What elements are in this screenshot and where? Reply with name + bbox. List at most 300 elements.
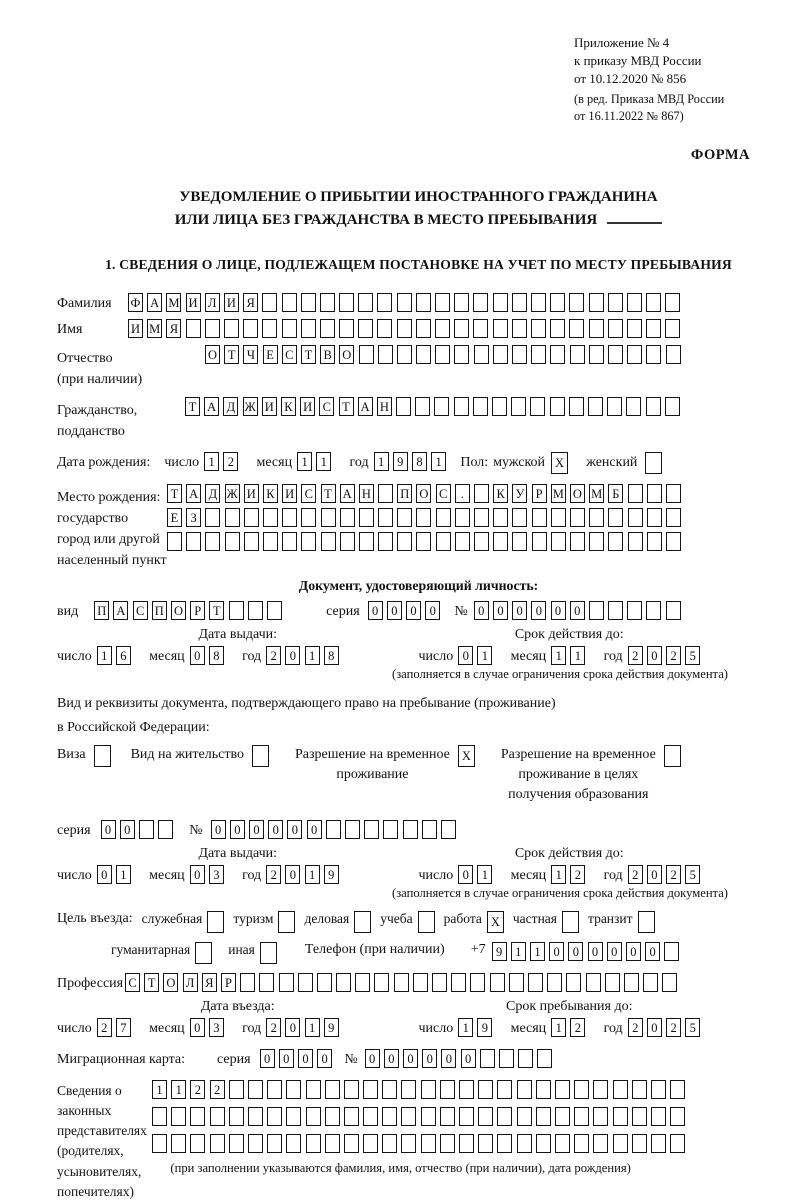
fill-cell[interactable] <box>363 1134 378 1153</box>
fill-cell[interactable]: 0 <box>260 1049 275 1068</box>
fill-cell[interactable] <box>432 973 447 992</box>
fill-cell[interactable] <box>364 820 379 839</box>
fill-cell[interactable] <box>286 1107 301 1126</box>
fill-cell[interactable] <box>267 1080 282 1099</box>
sex-male-checkbox[interactable] <box>551 452 572 474</box>
fill-cell[interactable]: 9 <box>492 942 507 961</box>
fill-cell[interactable]: 0 <box>279 1049 294 1068</box>
fill-cell[interactable] <box>608 532 623 551</box>
fill-cell[interactable] <box>627 345 642 364</box>
fill-cell[interactable] <box>517 1107 532 1126</box>
fill-cell[interactable] <box>492 397 507 416</box>
fill-cell[interactable]: Д <box>223 397 238 416</box>
fill-cell[interactable]: Л <box>205 293 220 312</box>
fill-cell[interactable] <box>378 532 393 551</box>
fill-cell[interactable] <box>550 319 565 338</box>
fill-cell[interactable] <box>413 973 428 992</box>
checkbox-cell[interactable]: X <box>551 452 568 474</box>
citizenship-cells[interactable] <box>185 397 684 416</box>
fill-cell[interactable] <box>286 1080 301 1099</box>
fill-cell[interactable] <box>474 532 489 551</box>
fill-cell[interactable] <box>401 1107 416 1126</box>
checkbox-cell[interactable] <box>94 745 111 767</box>
profession-cells[interactable] <box>125 973 681 992</box>
fill-cell[interactable] <box>454 293 469 312</box>
fill-cell[interactable]: И <box>282 484 297 503</box>
purpose-official-checkbox[interactable] <box>202 911 224 933</box>
fill-cell[interactable]: 0 <box>551 601 566 620</box>
fill-cell[interactable]: 0 <box>626 942 641 961</box>
fill-cell[interactable] <box>670 1080 685 1099</box>
fill-cell[interactable] <box>394 973 409 992</box>
fill-cell[interactable] <box>664 942 679 961</box>
month-cell[interactable]: 1 <box>551 1018 566 1037</box>
fill-cell[interactable]: Я <box>166 319 181 338</box>
year-cell[interactable]: 1 <box>305 646 320 665</box>
fill-cell[interactable] <box>647 508 662 527</box>
fill-cell[interactable] <box>666 345 681 364</box>
year-cell[interactable]: 8 <box>324 646 339 665</box>
fill-cell[interactable] <box>628 484 643 503</box>
checkbox-cell[interactable] <box>354 911 371 933</box>
fill-cell[interactable]: 0 <box>211 820 226 839</box>
purpose-work-checkbox[interactable] <box>482 911 504 933</box>
month-cell[interactable]: 1 <box>297 452 312 471</box>
fill-cell[interactable] <box>480 1049 495 1068</box>
fill-cell[interactable] <box>422 820 437 839</box>
day-cell[interactable]: 6 <box>116 646 131 665</box>
fill-cell[interactable] <box>589 319 604 338</box>
fill-cell[interactable]: З <box>186 508 201 527</box>
fill-cell[interactable] <box>259 973 274 992</box>
fill-cell[interactable]: 0 <box>368 601 383 620</box>
day-cell[interactable]: 0 <box>458 865 473 884</box>
fill-cell[interactable] <box>401 1134 416 1153</box>
fill-cell[interactable] <box>570 532 585 551</box>
fill-cell[interactable]: Р <box>532 484 547 503</box>
fill-cell[interactable] <box>152 1107 167 1126</box>
fill-cell[interactable] <box>152 1134 167 1153</box>
fill-cell[interactable] <box>627 319 642 338</box>
fill-cell[interactable] <box>263 532 278 551</box>
representatives-cells-row2[interactable] <box>152 1107 689 1126</box>
fill-cell[interactable] <box>478 1134 493 1153</box>
fill-cell[interactable] <box>321 532 336 551</box>
month-cell[interactable]: 1 <box>316 452 331 471</box>
fill-cell[interactable] <box>339 319 354 338</box>
fill-cell[interactable] <box>454 319 469 338</box>
fill-cell[interactable] <box>550 345 565 364</box>
fill-cell[interactable]: С <box>436 484 451 503</box>
fill-cell[interactable]: 0 <box>549 942 564 961</box>
fill-cell[interactable] <box>536 1134 551 1153</box>
fill-cell[interactable]: И <box>244 484 259 503</box>
fill-cell[interactable]: 0 <box>249 820 264 839</box>
fill-cell[interactable] <box>570 508 585 527</box>
fill-cell[interactable]: Т <box>185 397 200 416</box>
fill-cell[interactable] <box>666 508 681 527</box>
fill-cell[interactable] <box>345 820 360 839</box>
residence-series-cells[interactable] <box>101 820 178 839</box>
year-cell[interactable]: 2 <box>666 1018 681 1037</box>
fill-cell[interactable] <box>416 293 431 312</box>
fill-cell[interactable] <box>205 532 220 551</box>
year-cell[interactable]: 5 <box>685 865 700 884</box>
year-cell[interactable]: 1 <box>305 1018 320 1037</box>
fill-cell[interactable]: И <box>300 397 315 416</box>
fill-cell[interactable] <box>282 319 297 338</box>
doc-number-cells[interactable] <box>474 601 685 620</box>
fill-cell[interactable]: И <box>128 319 143 338</box>
fill-cell[interactable] <box>396 397 411 416</box>
year-cell[interactable]: 9 <box>324 1018 339 1037</box>
fill-cell[interactable] <box>646 345 661 364</box>
fill-cell[interactable] <box>647 484 662 503</box>
fill-cell[interactable] <box>340 508 355 527</box>
day-cell[interactable]: 1 <box>116 865 131 884</box>
fill-cell[interactable] <box>421 1080 436 1099</box>
temp-permit-checkbox[interactable] <box>450 745 475 767</box>
fill-cell[interactable] <box>608 293 623 312</box>
fill-cell[interactable] <box>454 345 469 364</box>
month-cell[interactable]: 1 <box>570 646 585 665</box>
surname-cells[interactable] <box>128 293 684 312</box>
residence-number-cells[interactable] <box>211 820 460 839</box>
fill-cell[interactable] <box>608 345 623 364</box>
fill-cell[interactable] <box>643 973 658 992</box>
fill-cell[interactable]: 0 <box>403 1049 418 1068</box>
fill-cell[interactable] <box>459 1107 474 1126</box>
fill-cell[interactable]: С <box>125 973 140 992</box>
year-cell[interactable]: 0 <box>285 865 300 884</box>
fill-cell[interactable] <box>493 508 508 527</box>
fill-cell[interactable] <box>325 1107 340 1126</box>
fill-cell[interactable] <box>378 508 393 527</box>
fill-cell[interactable] <box>651 1080 666 1099</box>
fill-cell[interactable] <box>248 601 263 620</box>
fill-cell[interactable] <box>397 532 412 551</box>
fill-cell[interactable]: А <box>186 484 201 503</box>
fill-cell[interactable] <box>224 319 239 338</box>
fill-cell[interactable] <box>286 1134 301 1153</box>
month-cell[interactable]: 2 <box>570 865 585 884</box>
fill-cell[interactable]: 0 <box>101 820 116 839</box>
fill-cell[interactable] <box>325 1080 340 1099</box>
fill-cell[interactable] <box>632 1080 647 1099</box>
fill-cell[interactable] <box>530 397 545 416</box>
migration-number-cells[interactable] <box>365 1049 557 1068</box>
fill-cell[interactable] <box>459 1134 474 1153</box>
fill-cell[interactable] <box>646 319 661 338</box>
fill-cell[interactable] <box>229 1080 244 1099</box>
fill-cell[interactable] <box>355 973 370 992</box>
fill-cell[interactable]: К <box>281 397 296 416</box>
fill-cell[interactable] <box>512 508 527 527</box>
month-cell[interactable]: 2 <box>570 1018 585 1037</box>
fill-cell[interactable]: О <box>205 345 220 364</box>
year-cell[interactable]: 0 <box>285 646 300 665</box>
fill-cell[interactable] <box>282 532 297 551</box>
fill-cell[interactable] <box>662 973 677 992</box>
fill-cell[interactable]: И <box>224 293 239 312</box>
fill-cell[interactable] <box>229 601 244 620</box>
checkbox-cell[interactable] <box>252 745 269 767</box>
fill-cell[interactable] <box>320 319 335 338</box>
fill-cell[interactable] <box>344 1134 359 1153</box>
fill-cell[interactable] <box>670 1134 685 1153</box>
year-cell[interactable]: 9 <box>393 452 408 471</box>
fill-cell[interactable] <box>421 1134 436 1153</box>
fill-cell[interactable] <box>497 1080 512 1099</box>
checkbox-cell[interactable] <box>278 911 295 933</box>
fill-cell[interactable] <box>263 508 278 527</box>
fill-cell[interactable] <box>248 1107 263 1126</box>
representatives-cells-row3[interactable] <box>152 1134 689 1153</box>
fill-cell[interactable] <box>436 532 451 551</box>
given-name-cells[interactable] <box>128 319 684 338</box>
fill-cell[interactable] <box>436 508 451 527</box>
fill-cell[interactable]: С <box>133 601 148 620</box>
fill-cell[interactable] <box>608 601 623 620</box>
fill-cell[interactable]: 0 <box>307 820 322 839</box>
fill-cell[interactable] <box>588 397 603 416</box>
day-cell[interactable]: 7 <box>116 1018 131 1037</box>
fill-cell[interactable] <box>555 1080 570 1099</box>
fill-cell[interactable] <box>397 319 412 338</box>
fill-cell[interactable] <box>651 1134 666 1153</box>
fill-cell[interactable]: Т <box>301 345 316 364</box>
fill-cell[interactable]: 0 <box>493 601 508 620</box>
fill-cell[interactable] <box>344 1107 359 1126</box>
fill-cell[interactable]: 0 <box>384 1049 399 1068</box>
fill-cell[interactable] <box>363 1080 378 1099</box>
purpose-private-checkbox[interactable] <box>557 911 579 933</box>
fill-cell[interactable] <box>382 1107 397 1126</box>
fill-cell[interactable] <box>440 1080 455 1099</box>
checkbox-cell[interactable]: X <box>458 745 475 767</box>
fill-cell[interactable]: Т <box>321 484 336 503</box>
fill-cell[interactable] <box>473 293 488 312</box>
year-cell[interactable]: 8 <box>412 452 427 471</box>
fill-cell[interactable] <box>613 1134 628 1153</box>
year-cell[interactable]: 0 <box>285 1018 300 1037</box>
fill-cell[interactable] <box>474 508 489 527</box>
fill-cell[interactable] <box>421 1107 436 1126</box>
fill-cell[interactable] <box>666 484 681 503</box>
fill-cell[interactable] <box>243 319 258 338</box>
fill-cell[interactable]: У <box>512 484 527 503</box>
fill-cell[interactable] <box>474 345 489 364</box>
month-cell[interactable]: 3 <box>209 1018 224 1037</box>
fill-cell[interactable] <box>589 532 604 551</box>
fill-cell[interactable]: М <box>166 293 181 312</box>
fill-cell[interactable] <box>589 345 604 364</box>
fill-cell[interactable] <box>569 397 584 416</box>
fill-cell[interactable] <box>344 1080 359 1099</box>
fill-cell[interactable]: С <box>319 397 334 416</box>
fill-cell[interactable]: 0 <box>425 601 440 620</box>
migration-series-cells[interactable] <box>260 1049 337 1068</box>
fill-cell[interactable] <box>497 1134 512 1153</box>
fill-cell[interactable] <box>397 508 412 527</box>
fill-cell[interactable]: А <box>204 397 219 416</box>
fill-cell[interactable]: 0 <box>588 942 603 961</box>
purpose-business-checkbox[interactable] <box>349 911 371 933</box>
fill-cell[interactable]: 1 <box>152 1080 167 1099</box>
fill-cell[interactable] <box>358 293 373 312</box>
patronymic-cells[interactable] <box>205 345 685 364</box>
fill-cell[interactable] <box>528 973 543 992</box>
fill-cell[interactable]: . <box>455 484 470 503</box>
fill-cell[interactable] <box>186 532 201 551</box>
fill-cell[interactable] <box>267 1107 282 1126</box>
fill-cell[interactable] <box>646 601 661 620</box>
checkbox-cell[interactable] <box>260 942 277 964</box>
fill-cell[interactable] <box>532 508 547 527</box>
checkbox-cell[interactable] <box>418 911 435 933</box>
year-cell[interactable]: 2 <box>666 865 681 884</box>
fill-cell[interactable] <box>509 973 524 992</box>
fill-cell[interactable]: Б <box>608 484 623 503</box>
fill-cell[interactable] <box>517 1134 532 1153</box>
fill-cell[interactable] <box>383 820 398 839</box>
fill-cell[interactable] <box>537 1049 552 1068</box>
fill-cell[interactable] <box>569 293 584 312</box>
month-cell[interactable]: 1 <box>551 865 566 884</box>
fill-cell[interactable]: О <box>171 601 186 620</box>
fill-cell[interactable] <box>205 319 220 338</box>
fill-cell[interactable] <box>320 293 335 312</box>
fill-cell[interactable] <box>139 820 154 839</box>
fill-cell[interactable] <box>666 532 681 551</box>
year-cell[interactable]: 2 <box>266 1018 281 1037</box>
fill-cell[interactable] <box>377 319 392 338</box>
fill-cell[interactable] <box>339 293 354 312</box>
fill-cell[interactable] <box>493 293 508 312</box>
fill-cell[interactable] <box>531 345 546 364</box>
year-cell[interactable]: 5 <box>685 646 700 665</box>
fill-cell[interactable] <box>455 532 470 551</box>
fill-cell[interactable]: 0 <box>387 601 402 620</box>
fill-cell[interactable]: 1 <box>171 1080 186 1099</box>
fill-cell[interactable]: Я <box>243 293 258 312</box>
fill-cell[interactable] <box>377 293 392 312</box>
fill-cell[interactable] <box>298 973 313 992</box>
fill-cell[interactable]: Д <box>205 484 220 503</box>
fill-cell[interactable] <box>205 508 220 527</box>
fill-cell[interactable]: 0 <box>120 820 135 839</box>
fill-cell[interactable] <box>359 532 374 551</box>
fill-cell[interactable]: К <box>493 484 508 503</box>
fill-cell[interactable] <box>517 1080 532 1099</box>
year-cell[interactable]: 2 <box>628 646 643 665</box>
year-cell[interactable]: 5 <box>685 1018 700 1037</box>
fill-cell[interactable] <box>646 293 661 312</box>
fill-cell[interactable] <box>454 397 469 416</box>
fill-cell[interactable]: 0 <box>406 601 421 620</box>
fill-cell[interactable] <box>248 1134 263 1153</box>
fill-cell[interactable] <box>382 1134 397 1153</box>
checkbox-cell[interactable] <box>664 745 681 767</box>
fill-cell[interactable]: В <box>320 345 335 364</box>
fill-cell[interactable]: 0 <box>512 601 527 620</box>
fill-cell[interactable] <box>532 532 547 551</box>
fill-cell[interactable]: Н <box>359 484 374 503</box>
fill-cell[interactable] <box>359 508 374 527</box>
fill-cell[interactable] <box>632 1134 647 1153</box>
fill-cell[interactable] <box>555 1107 570 1126</box>
fill-cell[interactable] <box>531 319 546 338</box>
fill-cell[interactable] <box>569 319 584 338</box>
fill-cell[interactable]: А <box>358 397 373 416</box>
fill-cell[interactable]: 0 <box>317 1049 332 1068</box>
fill-cell[interactable] <box>306 1134 321 1153</box>
purpose-humanitarian-checkbox[interactable] <box>190 942 212 964</box>
fill-cell[interactable] <box>325 1134 340 1153</box>
day-cell[interactable]: 1 <box>97 646 112 665</box>
fill-cell[interactable]: Е <box>167 508 182 527</box>
fill-cell[interactable]: О <box>163 973 178 992</box>
fill-cell[interactable]: Р <box>190 601 205 620</box>
fill-cell[interactable]: Е <box>263 345 278 364</box>
fill-cell[interactable] <box>415 397 430 416</box>
month-cell[interactable]: 3 <box>209 865 224 884</box>
checkbox-cell[interactable] <box>195 942 212 964</box>
fill-cell[interactable] <box>262 293 277 312</box>
fill-cell[interactable] <box>550 293 565 312</box>
fill-cell[interactable] <box>358 319 373 338</box>
fill-cell[interactable] <box>225 508 240 527</box>
month-cell[interactable]: 0 <box>190 646 205 665</box>
fill-cell[interactable] <box>382 1080 397 1099</box>
fill-cell[interactable]: Я <box>202 973 217 992</box>
fill-cell[interactable] <box>512 319 527 338</box>
fill-cell[interactable] <box>626 397 641 416</box>
fill-cell[interactable] <box>473 397 488 416</box>
purpose-study-checkbox[interactable] <box>413 911 435 933</box>
fill-cell[interactable]: 0 <box>474 601 489 620</box>
year-cell[interactable]: 2 <box>628 865 643 884</box>
fill-cell[interactable]: П <box>152 601 167 620</box>
fill-cell[interactable] <box>665 293 680 312</box>
fill-cell[interactable] <box>497 1107 512 1126</box>
fill-cell[interactable] <box>244 532 259 551</box>
representatives-cells-row1[interactable] <box>152 1080 689 1099</box>
year-cell[interactable]: 0 <box>647 865 662 884</box>
birth-place-cells-row1[interactable] <box>167 484 685 503</box>
fill-cell[interactable]: Т <box>339 397 354 416</box>
fill-cell[interactable]: О <box>339 345 354 364</box>
fill-cell[interactable] <box>397 345 412 364</box>
fill-cell[interactable] <box>670 1107 685 1126</box>
fill-cell[interactable]: Т <box>144 973 159 992</box>
fill-cell[interactable] <box>282 293 297 312</box>
month-cell[interactable]: 0 <box>190 865 205 884</box>
fill-cell[interactable] <box>589 508 604 527</box>
fill-cell[interactable] <box>403 820 418 839</box>
purpose-tourism-checkbox[interactable] <box>273 911 295 933</box>
fill-cell[interactable]: 0 <box>531 601 546 620</box>
fill-cell[interactable] <box>416 345 431 364</box>
fill-cell[interactable] <box>627 293 642 312</box>
fill-cell[interactable] <box>374 973 389 992</box>
fill-cell[interactable]: К <box>263 484 278 503</box>
fill-cell[interactable] <box>605 973 620 992</box>
day-cell[interactable]: 1 <box>477 646 492 665</box>
year-cell[interactable]: 0 <box>647 1018 662 1037</box>
fill-cell[interactable] <box>229 1107 244 1126</box>
fill-cell[interactable] <box>470 973 485 992</box>
